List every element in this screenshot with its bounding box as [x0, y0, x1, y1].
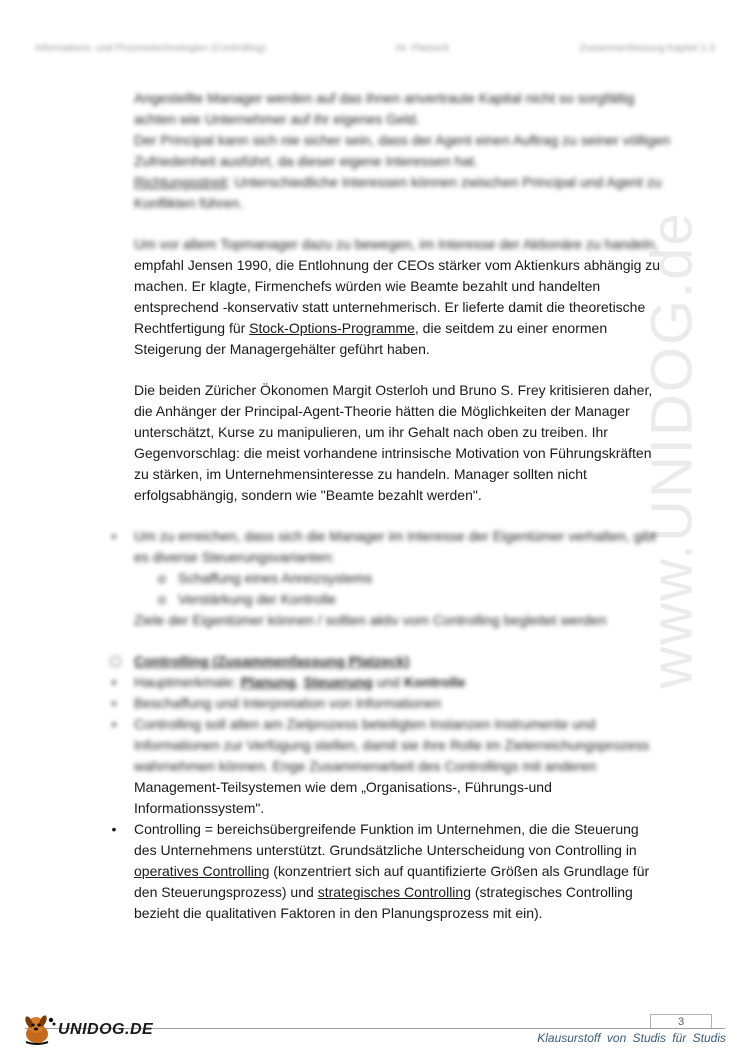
blurred-intro	[134, 88, 671, 214]
text-line: achten wie Unternehmer auf ihr eigenes Geld.	[134, 111, 420, 127]
section-heading	[134, 651, 654, 672]
text-line: unterschätzt, Kurse zu manipulieren, um ihr Gehalt nach oben zu treiben. Ihr	[134, 424, 608, 440]
text-line	[134, 672, 654, 693]
richtungsstreit-rest: : Unterschiedliche Interessen können zwischen Principal und Agent zu	[226, 174, 662, 190]
text-line: Um zu erreichen, dass sich die Manager im Interesse der Eigentümer verhalten, gibt	[134, 528, 657, 544]
text-line: Verstärkung der Kontrolle	[178, 591, 336, 607]
richtungsstreit-term: Richtungsstreit	[134, 174, 227, 190]
text-span: Steuerung	[303, 674, 373, 690]
list-item	[111, 714, 654, 819]
list-item	[111, 693, 654, 714]
controlling-section	[111, 651, 654, 924]
steuerungsvarianten-list	[111, 526, 657, 631]
text-line: Informationen zur Verfügung stellen, damit sie ihre Rolle im Zielerreichungsprozess	[134, 737, 650, 753]
header-course: Informations- und Prozesstechnologien (Controlling)	[35, 43, 266, 54]
footer-tagline: Klausurstoff von Studis für Studis	[537, 1031, 726, 1045]
text-line: Beschaffung und Interpretation von Informationen	[134, 695, 442, 711]
circle-bullet-icon: o	[158, 591, 166, 607]
text-line	[134, 882, 654, 903]
sub-list-item	[134, 568, 654, 589]
target-bullet-icon	[110, 656, 121, 667]
header-lecturer: Hr. Platzeck	[395, 43, 450, 54]
text-line	[134, 318, 654, 339]
text-line: Informationssystem".	[134, 800, 265, 816]
page-number: 3	[650, 1014, 712, 1029]
text-span: den Steuerungsprozess) und	[134, 884, 318, 900]
list-item	[111, 672, 654, 693]
bullet-icon: •	[111, 716, 117, 732]
list-item	[111, 819, 654, 924]
strategisches-controlling-link[interactable]: strategisches Controlling	[317, 884, 471, 900]
text-line: es diverse Steuerungsvarianten:	[134, 549, 335, 565]
bullet-icon: •	[111, 674, 117, 690]
text-span: , die seitdem zu einer enormen	[414, 320, 608, 336]
paragraph-osterloh-frey	[134, 380, 654, 506]
stock-options-link[interactable]: Stock-Options-Programme	[249, 320, 415, 336]
bullet-icon: •	[111, 528, 117, 544]
paragraph-jensen	[134, 234, 661, 360]
list-item	[111, 526, 657, 568]
text-span: Rechtfertigung für	[134, 320, 250, 336]
text-line: wahrnehmen können. Enge Zusammenarbeit des Controllings mit anderen	[134, 758, 597, 774]
text-span: (konzentriert sich auf quantifizierte Größen als Grundlage für	[269, 863, 650, 879]
controlling-heading: Controlling (Zusammenfassung Platzeck)	[134, 653, 410, 669]
text-line: Schaffung eines Anreizsystems	[178, 570, 373, 586]
text-span: ,	[295, 674, 304, 690]
bullet-icon: •	[111, 821, 117, 837]
text-line: Steigerung der Managergehälter geführt haben.	[134, 341, 430, 357]
richtungsstreit-line	[134, 172, 662, 193]
text-span: (strategisches Controlling	[470, 884, 633, 900]
text-line: Um vor allem Topmanager dazu zu bewegen, im Interesse der Aktionäre zu handeln,	[134, 236, 659, 252]
document-body	[111, 88, 671, 924]
text-line: bezieht die qualitativen Faktoren in den Planungsprozess mit ein).	[134, 905, 543, 921]
text-line: die Anhänger der Principal-Agent-Theorie hätten die Möglichkeiten der Manager	[134, 403, 630, 419]
text-line: Die beiden Züricher Ökonomen Margit Osterloh und Bruno S. Frey kritisieren daher,	[134, 382, 653, 398]
dog-icon	[22, 1014, 56, 1046]
text-line: Controlling = bereichsübergreifende Funktion im Unternehmen, die die Steuerung	[134, 821, 639, 837]
bullet-icon: •	[111, 695, 117, 711]
text-line: Ziele der Eigentümer können / sollten aktiv vom Controlling begleitet werden	[134, 612, 607, 628]
text-line: des Unternehmens unterstützt. Grundsätzliche Unterscheidung von Controlling in	[134, 842, 637, 858]
operatives-controlling-link[interactable]: operatives Controlling	[134, 863, 270, 879]
text-span: Kontrolle	[403, 674, 466, 690]
circle-bullet-icon: o	[158, 570, 166, 586]
logo-text: UNIDOG.DE	[58, 1021, 154, 1038]
text-line: erfolgsabhängig, sondern wie "Beamte bezahlt werden".	[134, 487, 482, 503]
watermark-text: www.UNIDOG.de	[639, 211, 705, 689]
text-line: machen. Er klagte, Firmenchefs würden wie Beamte bezahlt und handelten	[134, 278, 601, 294]
text-span: Planung	[240, 674, 296, 690]
text-line	[134, 861, 654, 882]
text-line: empfahl Jensen 1990, die Entlohnung der CEOs stärker vom Aktienkurs abhängig zu	[134, 257, 661, 273]
text-span: Hauptmerkmale:	[134, 674, 241, 690]
text-line: Der Principal kann sich nie sicher sein, dass der Agent einen Auftrag zu seiner völligen	[134, 132, 671, 148]
page-header	[35, 43, 715, 61]
text-line: Zufriedenheit ausführt, da dieser eigene Interessen hat.	[134, 153, 478, 169]
text-line: Controlling soll allen am Zielprozess beteiligten Instanzen Instrumente und	[134, 716, 596, 732]
text-line: Konflikten führen.	[134, 195, 243, 211]
unidog-logo	[22, 1014, 162, 1046]
text-span: und	[372, 674, 404, 690]
text-line: Management-Teilsystemen wie dem „Organisations-, Führungs-und	[134, 779, 552, 795]
text-line: zu stärken, im Unternehmensinteresse zu handeln. Manager sollten nicht	[134, 466, 587, 482]
text-line: entsprechend -konservativ statt unternehmerisch. Er lieferte damit die theoretische	[134, 299, 646, 315]
header-chapter: Zusammenfassung Kapitel 1-3	[579, 43, 715, 54]
text-line: Gegenvorschlag: die meist vorhandene intrinsische Motivation von Führungskräften	[134, 445, 652, 461]
sub-list-item	[134, 589, 654, 610]
text-line: Angestellte Manager werden auf das ihnen anvertraute Kapital nicht so sorgfältig	[134, 90, 635, 106]
